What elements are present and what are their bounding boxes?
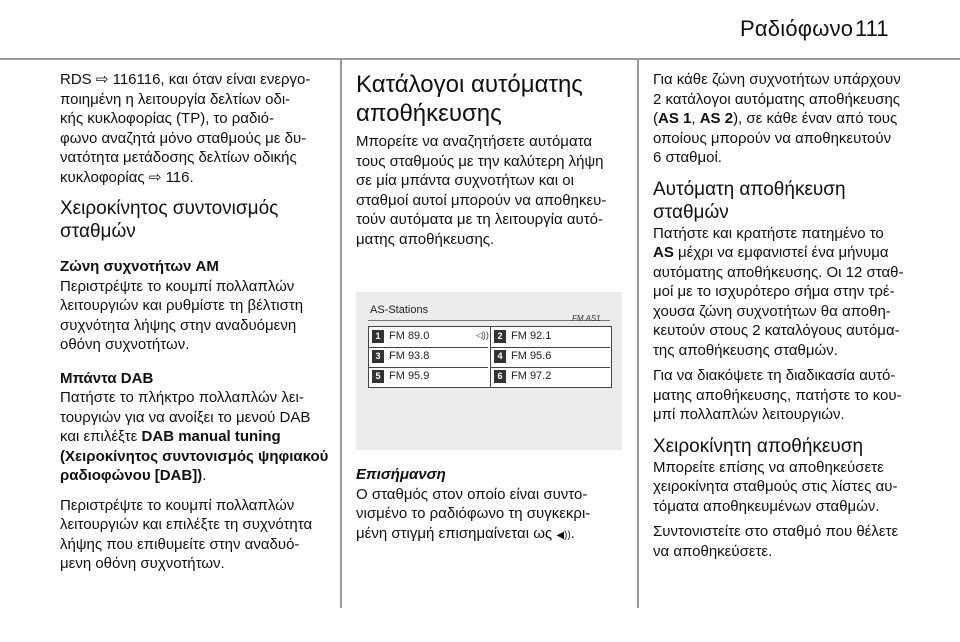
page-ref-arrow-icon: ⇨ [95, 71, 109, 88]
dab-band-text: Πατήστε το πλήκτρο πολλαπλών λει- τουργιών για να ανοίξει το μενού DAB και επιλέξτε DAB manual tuning (Χειροκίνητος συντονισμός ψηφιακού ραδιοφώνου [DAB]). [60, 389, 329, 484]
manual-tuning-heading: Χειροκίνητος συντονισμός σταθμών [60, 198, 279, 242]
column-3 [653, 70, 927, 561]
station-cell: 4 FM 95.6 [490, 347, 610, 368]
screen-band-tag: FM AS1 [572, 314, 601, 323]
speaker-icon: ◀)) [556, 529, 571, 541]
page-ref-arrow-icon: ⇨ [148, 168, 162, 186]
page-header-title: Ραδιόφωνο [740, 16, 854, 41]
page-number: 111 [855, 16, 889, 41]
speaker-icon: ◁)) [476, 330, 489, 340]
station-cell: 3 FM 93.8 [369, 347, 488, 368]
note-block [356, 465, 626, 545]
auto-store-heading: Αυτόματη αποθήκευση σταθμών [653, 178, 846, 223]
station-cell: 5 FM 95.9 [369, 367, 488, 387]
note-title: Επισήμανση [356, 466, 446, 483]
station-cell: 6 FM 97.2 [490, 367, 610, 387]
station-cell: 1 FM 89.0 ◁)) [369, 327, 488, 348]
manual-store-heading: Χειροκίνητη αποθήκευση [653, 435, 864, 457]
screen-title: AS-Stations [370, 304, 429, 316]
autostore-lists-heading: Κατάλογοι αυτόματης αποθήκευσης [356, 71, 583, 127]
column-2 [356, 70, 626, 249]
note-text: Ο σταθμός στον οποίο είναι συντο- νισμένο το ραδιόφωνο τη συγκεκρι- μένη στιγμή επισημαίνεται ως ◀)). [356, 485, 591, 542]
am-band-title: Ζώνη συχνοτήτων AM [60, 258, 219, 275]
dab-menu-item-name: DAB manual tuning [141, 428, 281, 445]
dab-band-title: Μπάντα DAB [60, 369, 154, 387]
autostore-intro-text: Για κάθε ζώνη συχνοτήτων υπάρχουν 2 κατάλογοι αυτόματης αποθήκευσης (AS 1, AS 2), σε κάθε έναν από τους οποίους μπορούν να αποθηκευτούν 6 σταθμοί. [653, 71, 901, 166]
header-divider [0, 58, 960, 60]
column-1 [60, 70, 332, 574]
am-band-text: Περιστρέψτε το κουμπί πολλαπλών λειτουργιών και ρυθμίστε τη βέλτιστη συχνότητα λήψης στην αναδυόμενη οθόνη συχνοτήτων. [60, 277, 304, 353]
manual-store-text: Μπορείτε επίσης να αποθηκεύσετε χειροκίνητα σταθμούς στις λίστες αυ- τόματα αποθηκευμένων σταθμών. [653, 458, 898, 515]
tune-station-text: Συντονιστείτε στο σταθμό που θέλετε να αποθηκεύσετε. [653, 523, 899, 560]
station-cell: 2 FM 92.1 [490, 327, 610, 348]
column-divider-right [637, 58, 639, 608]
as-stations-screen-image [356, 292, 622, 450]
station-grid [368, 326, 612, 388]
auto-store-text: Πατήστε και κρατήστε πατημένο το AS μέχρι να εμφανιστεί ένα μήνυμα αυτόματης αποθήκευσης. Οι 12 σταθ- μοί με το ισχυρότερο σήμα στην τρέ- χουσα ζώνη συχνοτήτων θα αποθη- κευτούν στους 2 καταλόγους αυτόμα- της αποθήκευσης σταθμών. [653, 224, 904, 359]
rds-paragraph: RDS ⇨ 116116, και όταν είναι ενεργο- ποιημένη η λειτουργία δελτίων οδι- κής κυκλοφορίας (TP), το ραδιό- φωνο αναζητά μόνο σταθμούς με δυ- νατότητα μετάδοσης δελτίων οδικής κυκλοφορίας ⇨ 116. [60, 71, 311, 186]
autostore-lists-text: Μπορείτε να αναζητήσετε αυτόματα τους σταθμούς με την καλύτερη λήψη σε μία μπάντα συχνοτήτων και οι σταθμοί αυτοί μπορούν να αποθηκευ- τούν αυτόματα με τη λειτουργία αυτό- ματης αποθήκευσης. [356, 133, 607, 248]
dab-select-text: Περιστρέψτε το κουμπί πολλαπλών λειτουργιών και επιλέξτε τη συχνότητα λήψης που επιθυμείτε στην αναδυό- μενη οθόνη συχνοτήτων. [60, 496, 313, 572]
stop-autostore-text: Για να διακόψετε τη διαδικασία αυτό- ματης αποθήκευσης, πατήστε το κου- μπί πολλαπλών λειτουργιών. [653, 367, 902, 423]
column-divider-left [340, 58, 342, 608]
